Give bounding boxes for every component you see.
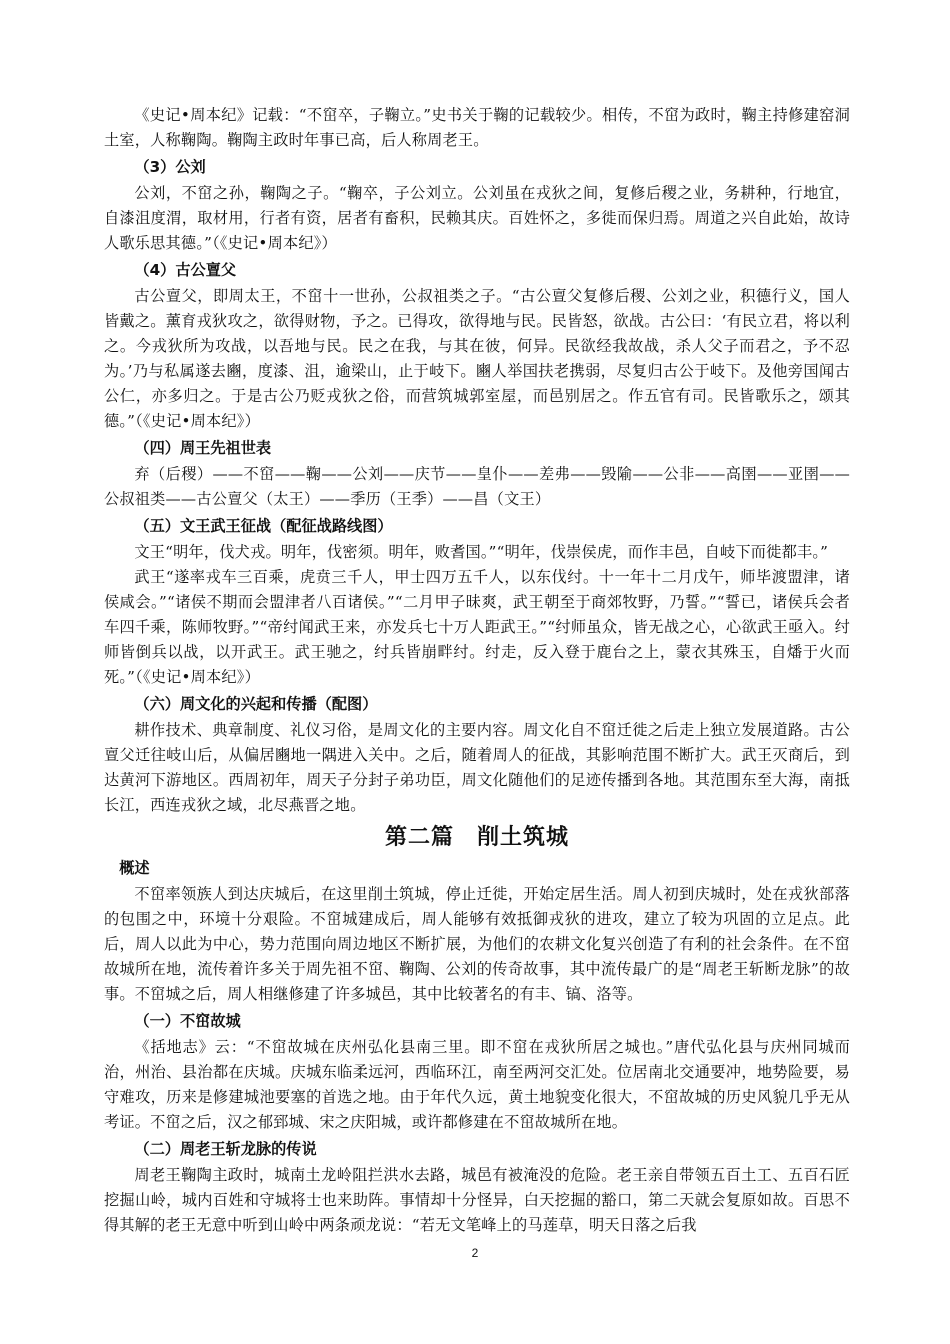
paragraph-shibiao: 弃（后稷）——不窋——鞠——公刘——庆节——皇仆——差弗——毁隃——公非——高圉——亚圉——公叔祖类——古公亶父（太王）——季历（王季）——昌（文王） [104, 465, 850, 508]
paragraph-wenhua: 耕作技术、典章制度、礼仪习俗，是周文化的主要内容。周文化自不窋迁徙之后走上独立发展道路。古公亶父迁往岐山后，从偏居豳地一隅进入关中。之后，随着周人的征战，其影响范围不断扩大。武王灭商后，到达黄河下游地区。西周初年，周天子分封子弟功臣，周文化随他们的足迹传播到各地。其范围东至大海，南抵长江，西连戎狄之域，北尽燕晋之地。 [104, 721, 850, 814]
heading-shibiao: （四）周王先祖世表 [134, 439, 272, 457]
paragraph-wenwang: 文王“明年，伐犬戎。明年，伐密须。明年，败耆国。”“明年，伐崇侯虎，而作丰邑，自岐下而徙都丰。” [134, 543, 829, 561]
document-page [104, 103, 850, 1238]
page-number: 2 [471, 1246, 479, 1260]
heading-zhengzhan: （五）文王武王征战（配征战路线图） [134, 517, 393, 535]
heading-wenhua: （六）周文化的兴起和传播（配图） [134, 695, 378, 713]
paragraph-longmai: 周老王鞠陶主政时，城南土龙岭阻拦洪水去路，城邑有被淹没的危险。老王亲自带领五百土工、五百石匠挖掘山岭，城内百姓和守城将士也来助阵。事情却十分怪异，白天挖掘的豁口，第二天就会复原如故。百思不得其解的老王无意中听到山岭中两条顽龙说：“若无文笔峰上的马莲草，明天日落之后我 [104, 1166, 850, 1234]
part-title: 第二篇 削土筑城 [384, 825, 569, 850]
heading-gongliu: （3）公刘 [134, 158, 206, 176]
paragraph-gaishu: 不窋率领族人到达庆城后，在这里削土筑城，停止迁徙，开始定居生活。周人初到庆城时，处在戎狄部落的包围之中，环境十分艰险。不窋城建成后，周人能够有效抵御戎狄的进攻，建立了较为巩固的立足点。此后，周人以此为中心，势力范围向周边地区不断扩展，为他们的农耕文化复兴创造了有利的社会条件。在不窋故城所在地，流传着许多关于周先祖不窋、鞠陶、公刘的传奇故事，其中流传最广的是“周老王斩断龙脉”的故事。不窋城之后，周人相继修建了许多城邑，其中比较著名的有丰、镐、洛等。 [104, 885, 850, 1003]
paragraph-jutao: 《史记•周本纪》记载：“不窋卒，子鞠立。”史书关于鞠的记载较少。相传，不窋为政时，鞠主持修建窑洞土室，人称鞠陶。鞠陶主政时年事已高，后人称周老王。 [104, 106, 850, 149]
paragraph-gugong: 古公亶父，即周太王，不窋十一世孙，公叔祖类之子。“古公亶父复修后稷、公刘之业，积德行义，国人皆戴之。薰育戎狄攻之，欲得财物，予之。已得攻，欲得地与民。民皆怒，欲战。古公曰：‘有民立君，将以利之。今戎狄所为攻战，以吾地与民。民之在我，与其在彼，何异。民欲经我故战，杀人父子而君之，予不忍为。’乃与私属遂去豳，度漆、沮，逾梁山，止于岐下。豳人举国扶老携弱，尽复归古公于岐下。及他旁国闻古公仁，亦多归之。于是古公乃贬戎狄之俗，而营筑城郭室屋，而邑别居之。作五官有司。民皆歌乐之，颂其德。”（《史记•周本纪》） [104, 287, 850, 430]
heading-longmai: （二）周老王斩龙脉的传说 [134, 1140, 317, 1158]
heading-gaishu: 概述 [119, 859, 150, 877]
paragraph-gongliu: 公刘，不窋之孙，鞠陶之子。“鞠卒，子公刘立。公刘虽在戎狄之间，复修后稷之业，务耕种，行地宜，自漆沮度渭，取材用，行者有资，居者有畜积，民赖其庆。百姓怀之，多徙而保归焉。周道之兴自此始，故诗人歌乐思其德。”（《史记•周本纪》） [104, 184, 850, 252]
heading-gucheng: （一）不窋故城 [134, 1012, 241, 1030]
paragraph-gucheng: 《括地志》云：“不窋故城在庆州弘化县南三里。即不窋在戎狄所居之城也。”唐代弘化县与庆州同城而治，州治、县治都在庆城。庆城东临柔远河，西临环江，南至两河交汇处。位居南北交通要冲，地势险要，易守难攻，历来是修建城池要塞的首选之地。由于年代久远，黄土地貌变化很大，不窋故城的历史风貌几乎无从考证。不窋之后，汉之郁郅城、宋之庆阳城，或许都修建在不窋故城所在地。 [104, 1038, 850, 1131]
heading-gugong: （4）古公亶父 [134, 261, 237, 279]
paragraph-wuwang: 武王“遂率戎车三百乘，虎贲三千人，甲士四万五千人，以东伐纣。十一年十二月戊午，师毕渡盟津，诸侯咸会。”“诸侯不期而会盟津者八百诸侯。”“二月甲子昧爽，武王朝至于商郊牧野，乃誓。”“誓已，诸侯兵会者车四千乘，陈师牧野。”“帝纣闻武王来，亦发兵七十万人距武王。”“纣师虽众，皆无战之心，心欲武王亟入。纣师皆倒兵以战，以开武王。武王驰之，纣兵皆崩畔纣。纣走，反入登于鹿台之上，蒙衣其殊玉，自燔于火而死。”（《史记•周本纪》） [104, 568, 850, 686]
